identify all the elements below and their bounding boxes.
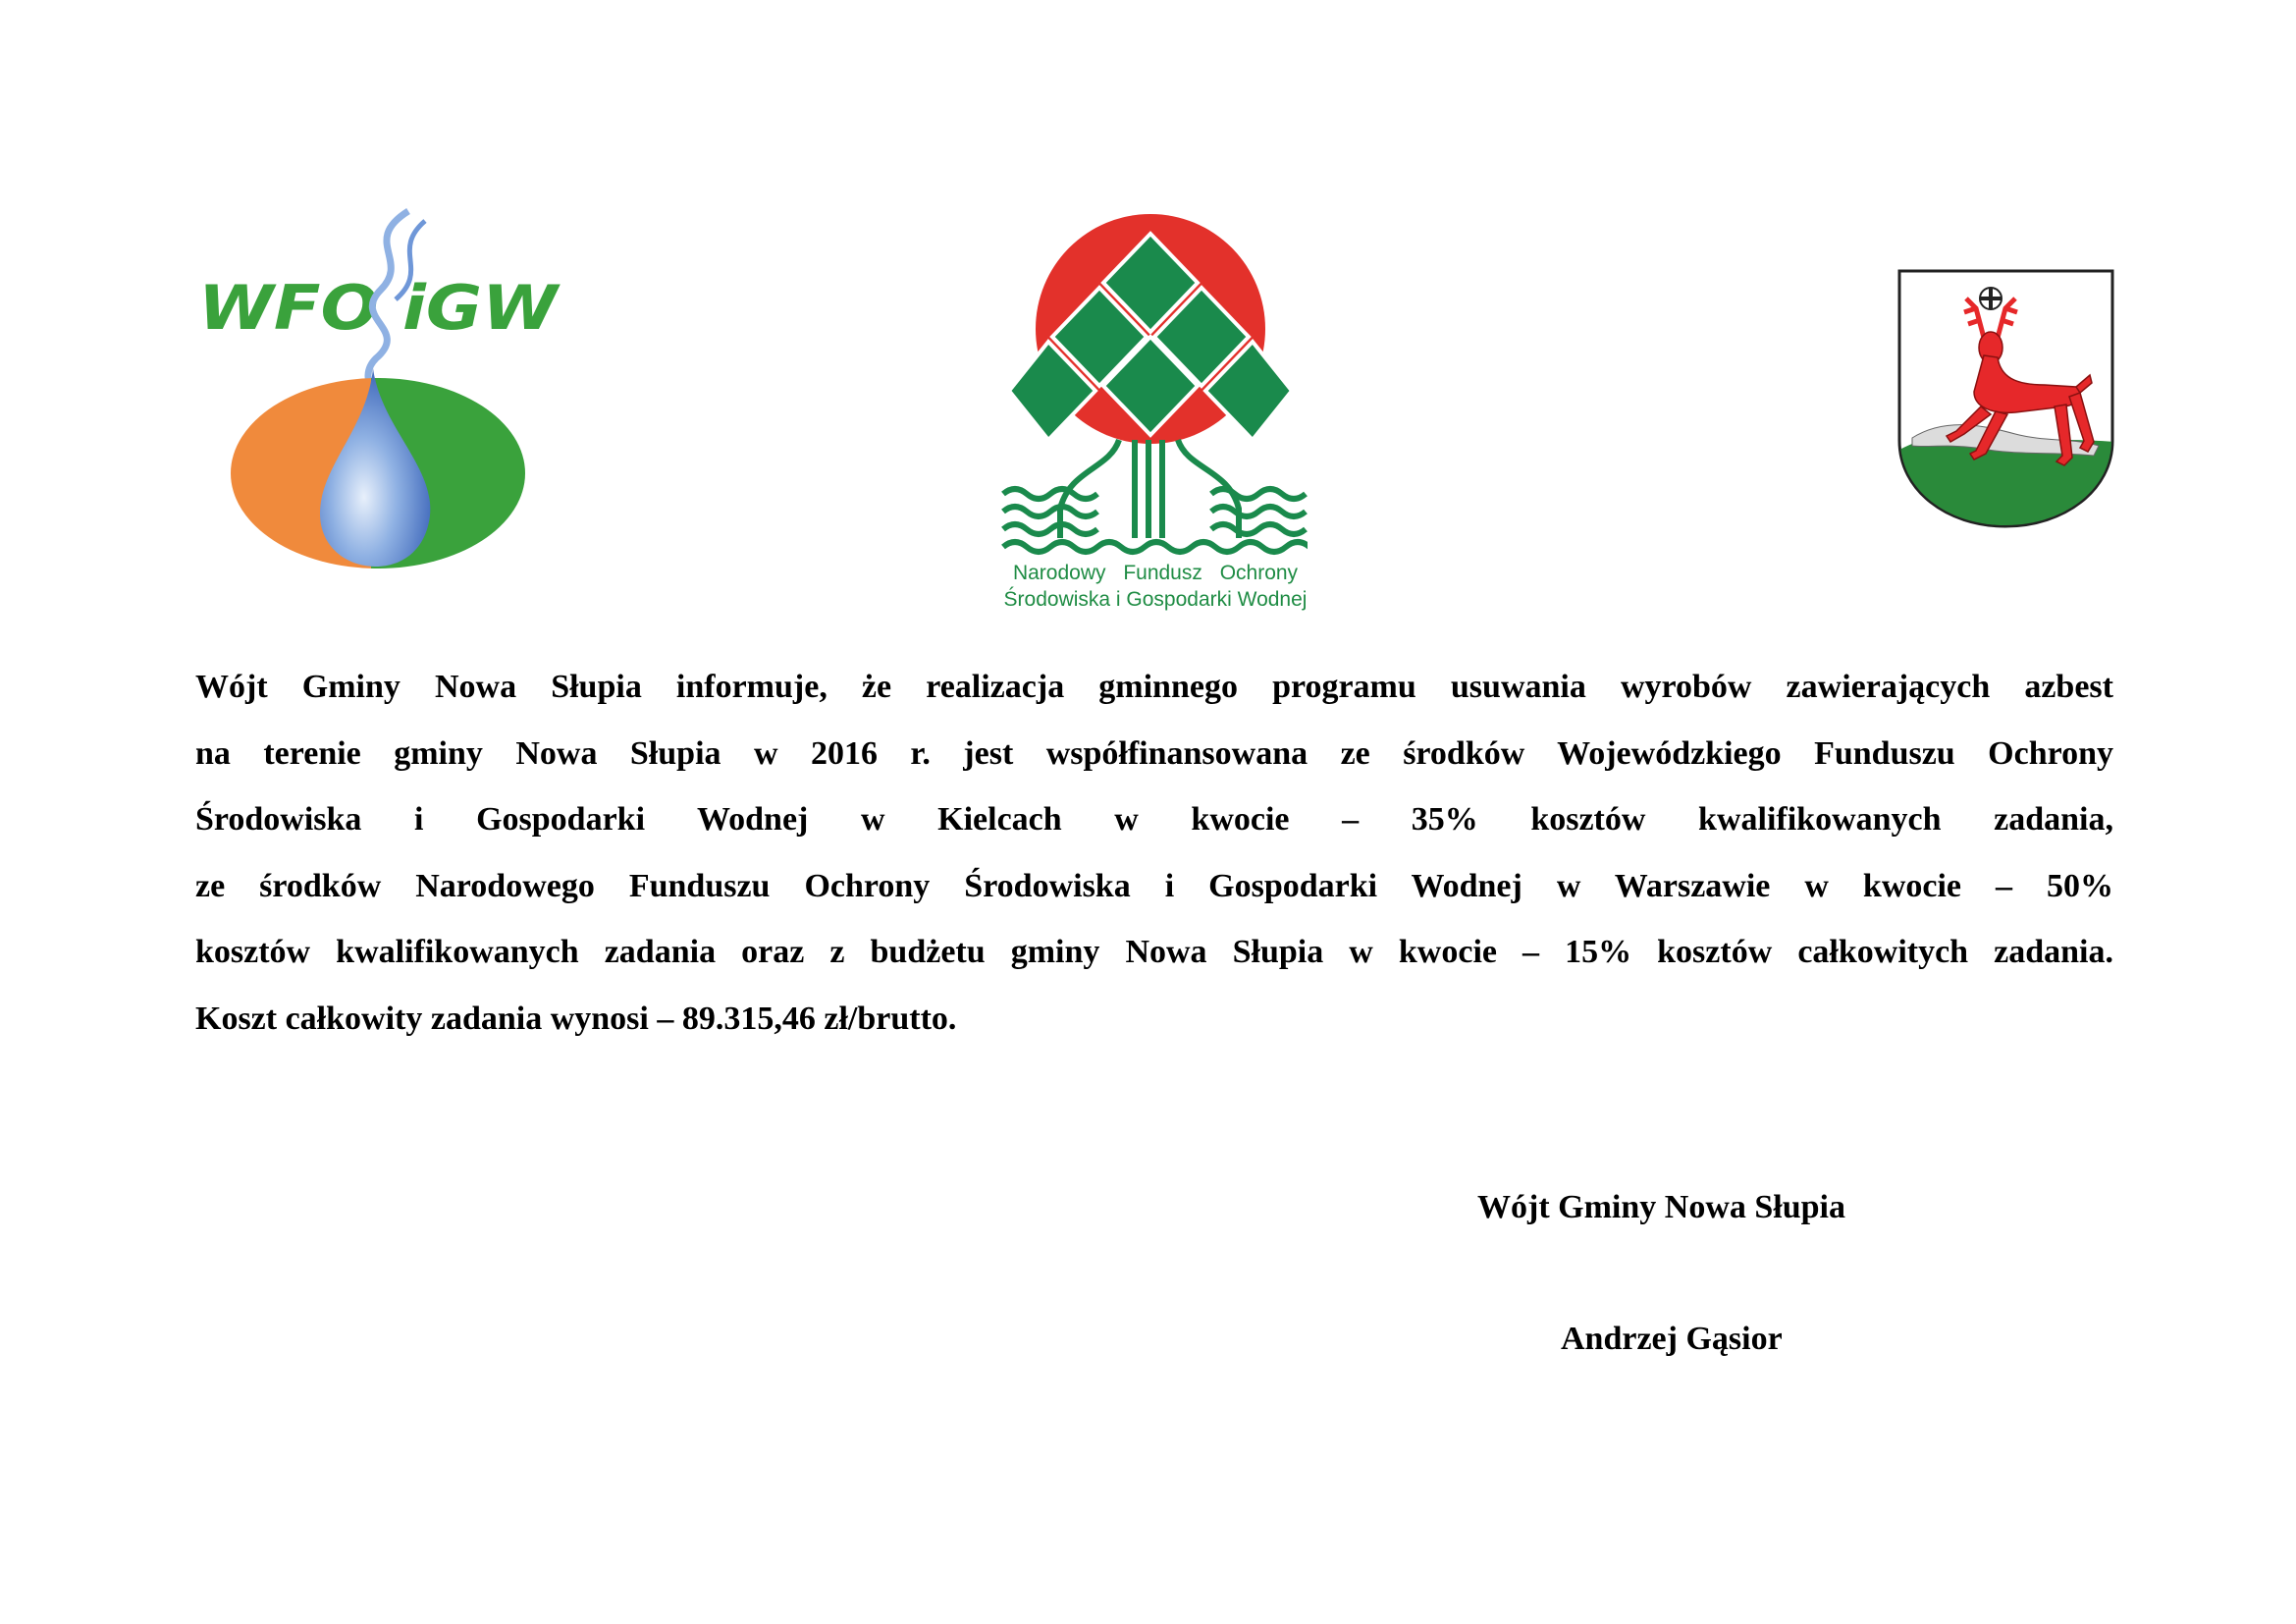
coat-of-arms-logo	[1897, 269, 2114, 529]
announcement-line: Wójt Gminy Nowa Słupia informuje, że realizacja gminnego programu usuwania wyrobów zawierających azbest	[195, 669, 2113, 705]
wfosigw-logo	[194, 201, 561, 568]
announcement-line: Koszt całkowity zadania wynosi – 89.315,46 zł/brutto.	[195, 1000, 957, 1037]
announcement-line: ze środków Narodowego Funduszu Ochrony Środowiska i Gospodarki Wodnej w Warszawie w kwocie – 50%	[195, 867, 2113, 904]
wfosigw-logo-text: WFO iGW	[198, 272, 561, 344]
nfosigw-caption-line1: Narodowy Fundusz Ochrony	[1012, 562, 1299, 584]
signature-name: Andrzej Gąsior	[1561, 1321, 1783, 1357]
announcement-line: na terenie gminy Nowa Słupia w 2016 r. jest współfinansowana ze środków Wojewódzkiego Funduszu Ochrony	[195, 734, 2113, 772]
signature-title: Wójt Gminy Nowa Słupia	[1477, 1189, 1845, 1225]
nfosigw-caption-line2: Środowiska i Gospodarki Wodnej	[1003, 588, 1308, 611]
announcement-line: Środowiska i Gospodarki Wodnej w Kielcach w kwocie – 35% kosztów kwalifikowanych zadania,	[195, 801, 2113, 838]
announcement-line: kosztów kwalifikowanych zadania oraz z budżetu gminy Nowa Słupia w kwocie – 15% kosztów całkowitych zadania.	[195, 934, 2113, 970]
cross-emblem-icon	[1980, 288, 2002, 309]
nfosigw-logo	[1001, 214, 1308, 617]
announcement-text	[195, 654, 2113, 1052]
